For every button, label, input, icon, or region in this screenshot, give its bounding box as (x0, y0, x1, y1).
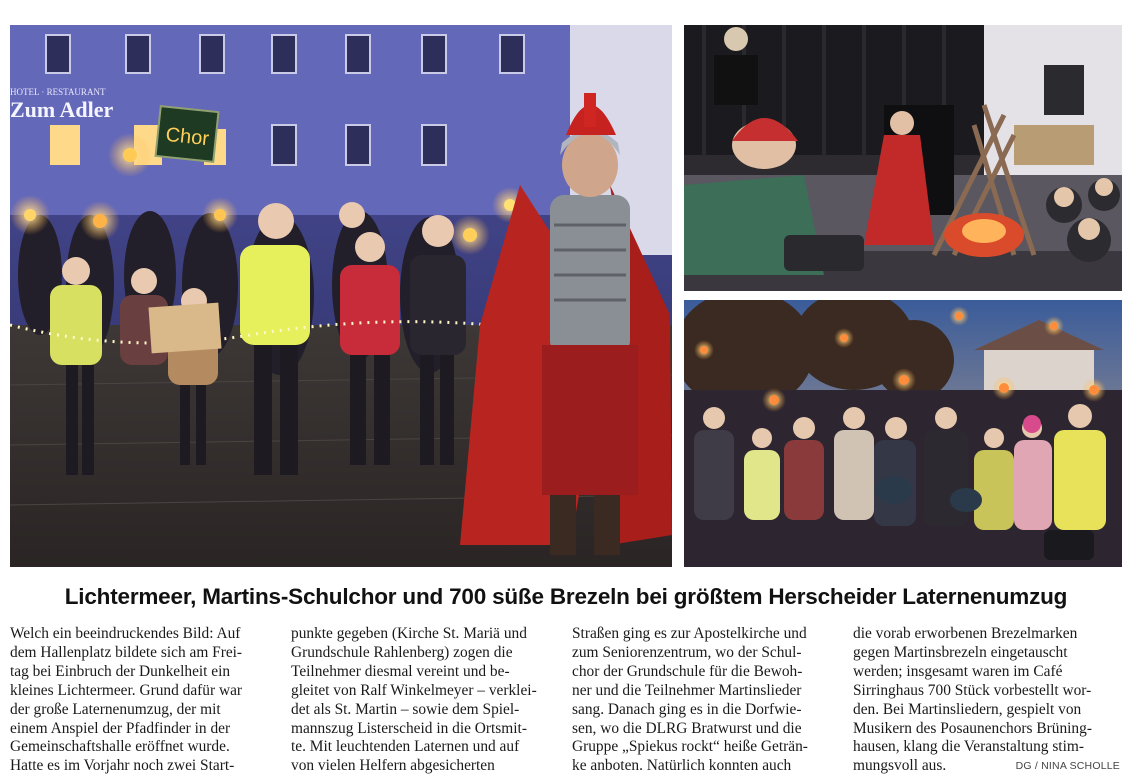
text-column (572, 625, 836, 776)
photo-credit: DG / NINA SCHOLLE (1015, 760, 1120, 772)
text-line: mannszug Listerscheid in die Ortsmit- (291, 719, 527, 737)
text-line: sen, wo die DLRG Bratwurst und die (572, 719, 802, 737)
text-line: ke anboten. Natürlich konnten auch (572, 757, 792, 775)
text-line: Sirringhaus 700 Stück vorbestellt wor- (853, 681, 1092, 699)
text-line: te. Mit leuchtenden Laternen und auf (291, 738, 520, 756)
article-body (10, 625, 1122, 775)
text-line: Teilnehmer diesmal vereint und be- (291, 662, 510, 680)
text-line: Hatte es im Vorjahr noch zwei Start- (10, 757, 235, 775)
text-line: sang. Danach ging es in die Dorfwie- (572, 700, 802, 718)
text-line: chor der Grundschule für die Bewoh- (572, 662, 803, 680)
text-line: dem Hallenplatz bildete sich am Frei- (10, 643, 243, 661)
text-column (291, 625, 555, 776)
text-line: Gruppe „Spiekus rockt“ heiße Geträn- (572, 738, 808, 756)
text-line: gleitet von Ralf Winkelmeyer – verklei- (291, 681, 537, 699)
text-line: kleines Lichtermeer. Grund dafür war (10, 681, 243, 699)
crowd-photo (684, 300, 1122, 567)
text-line: Musikern des Posaunenchors Brüning- (853, 719, 1092, 737)
text-line: den. Bei Martinsliedern, gespielt von (853, 700, 1082, 718)
text-line: det als St. Martin – sowie dem Spiel- (291, 700, 520, 718)
text-line: Straßen ging es zur Apostelkirche und (572, 625, 807, 642)
procession-photo (10, 25, 672, 567)
text-line: mungsvoll aus. (853, 757, 947, 775)
svg-text:HOTEL · RESTAURANT: HOTEL · RESTAURANT (10, 87, 106, 97)
text-line: Welch ein beeindruckendes Bild: Auf (10, 625, 241, 642)
text-column (853, 625, 1117, 776)
svg-text:Chor: Chor (164, 123, 211, 151)
text-line: zum Seniorenzentrum, wo der Schul- (572, 643, 802, 661)
text-line: Grundschule Rahlenberg) zogen die (291, 643, 513, 661)
text-line: von vielen Helfern abgesicherten (291, 757, 495, 775)
text-line: gegen Martinsbrezeln eingetauscht (853, 643, 1068, 661)
article-headline: Lichtermeer, Martins-Schulchor und 700 süße Brezeln bei größtem Herscheider Laternenumzug (64, 584, 1068, 609)
text-line: hausen, klang die Veranstaltung stim- (853, 738, 1084, 756)
svg-text:Zum Adler: Zum Adler (10, 97, 114, 122)
text-line: punkte gegeben (Kirche St. Mariä und (291, 625, 527, 642)
text-line: die vorab erworbenen Brezelmarken (853, 625, 1078, 642)
text-line: tag bei Einbruch der Dunkelheit ein (10, 662, 231, 680)
text-line: Gemeinschaftshalle eröffnet wurde. (10, 738, 230, 756)
text-line: ner und die Teilnehmer Martinslieder (572, 681, 802, 699)
text-column (10, 625, 274, 776)
text-line: der große Laternenumzug, der mit (10, 700, 221, 718)
text-line: werden; insgesamt waren im Café (853, 662, 1063, 680)
stage-photo (684, 25, 1122, 291)
text-line: einem Anspiel der Pfadfinder in der (10, 719, 231, 737)
